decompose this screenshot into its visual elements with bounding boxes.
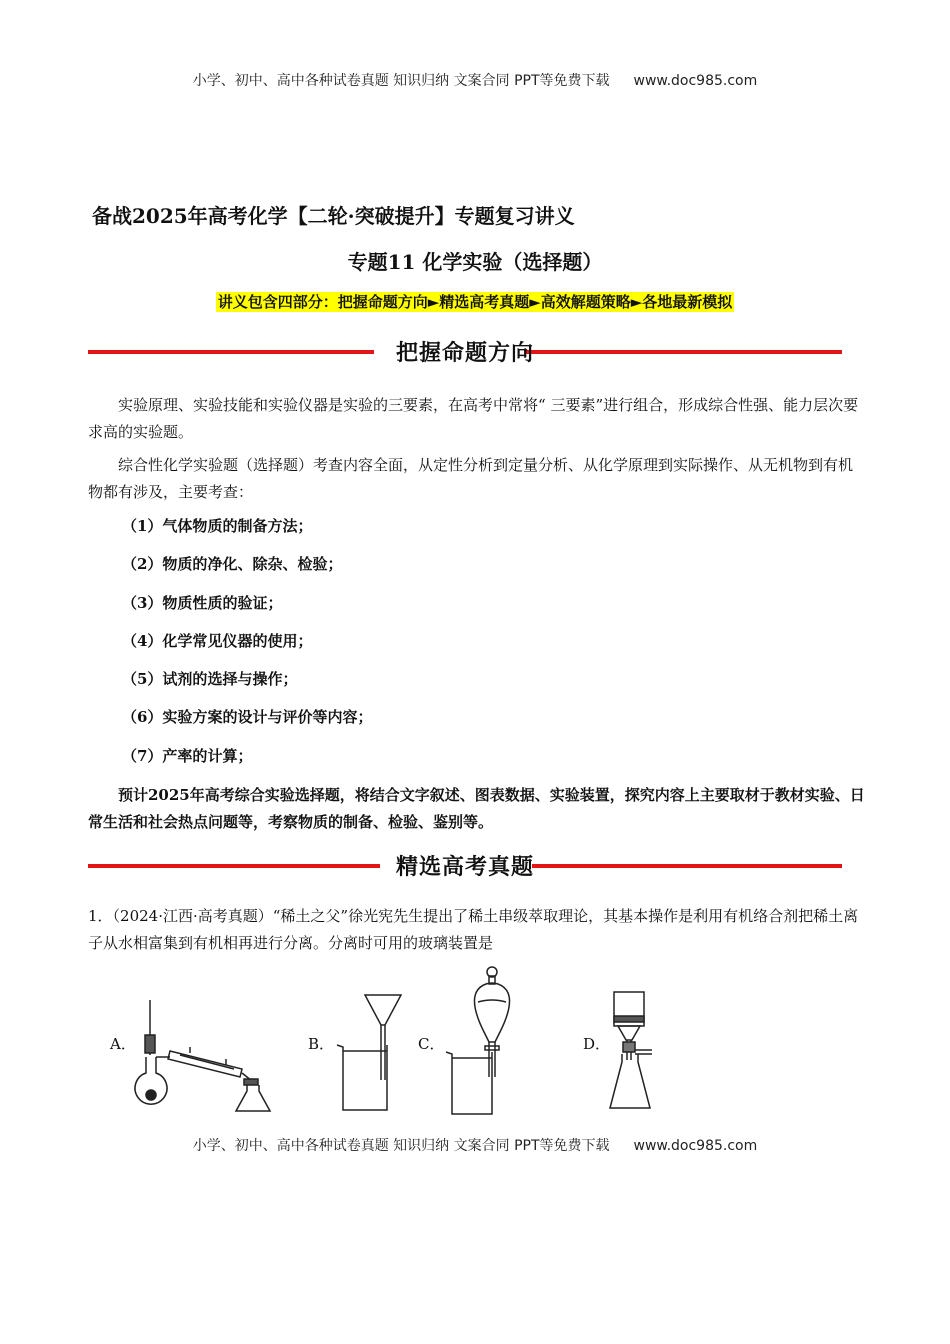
list-item: （7）产率的计算；	[122, 747, 253, 765]
option-c-label[interactable]: C．	[418, 1035, 445, 1053]
list-item: （4）化学常见仪器的使用；	[122, 632, 313, 650]
section-heading-exam	[88, 846, 842, 886]
option-b-label[interactable]: B．	[308, 1035, 335, 1053]
intro-paragraph-2: 综合性化学实验题（选择题）考查内容全面，从定性分析到定量分析、从化学原理到实际操作、从无机物到有机物都有涉及，主要考查：	[88, 456, 854, 501]
option-d-label[interactable]: D．	[583, 1035, 611, 1053]
outline-banner	[0, 291, 950, 312]
section-heading-label: 精选高考真题	[395, 855, 534, 880]
list-item: （2）物质的净化、除杂、检验；	[122, 555, 343, 573]
document-title: 备战2025年高考化学【二轮·突破提升】专题复习讲义	[92, 204, 575, 228]
distillation-apparatus-icon[interactable]	[130, 995, 280, 1115]
header-text: 小学、初中、高中各种试卷真题 知识归纳 文案合同 PPT等免费下载	[192, 73, 610, 89]
header-site-link[interactable]: www.doc985.com	[633, 73, 758, 89]
footer-site-link[interactable]: www.doc985.com	[633, 1138, 758, 1154]
outline-text: 讲义包含四部分：把握命题方向►精选高考真题►高效解题策略►各地最新模拟	[217, 293, 733, 311]
forecast-paragraph: 预计2025年高考综合实验选择题，将结合文字叙述、图表数据、实验装置，探究内容上主要取材于教材实验、日常生活和社会热点问题等，考察物质的制备、检验、鉴别等。	[88, 786, 865, 831]
option-a-label[interactable]: A．	[110, 1035, 136, 1053]
list-item: （6）实验方案的设计与评价等内容；	[122, 708, 373, 726]
page-footer	[0, 1135, 950, 1155]
list-item: （3）物质性质的验证；	[122, 594, 283, 612]
footer-text: 小学、初中、高中各种试卷真题 知识归纳 文案合同 PPT等免费下载	[192, 1138, 610, 1154]
page-header	[0, 70, 950, 90]
topic-title: 专题11 化学实验（选择题）	[347, 250, 603, 274]
intro-paragraph-1: 实验原理、实验技能和实验仪器是实验的三要素，在高考中常将“ 三要素”进行组合，形成综合性强、能力层次要求高的实验题。	[88, 396, 859, 441]
separatory-funnel-icon[interactable]	[440, 962, 550, 1117]
section-heading-direction	[88, 332, 842, 372]
suction-filtration-icon[interactable]	[600, 990, 670, 1115]
section-heading-label: 把握命题方向	[395, 341, 534, 366]
list-item: （1）气体物质的制备方法；	[122, 517, 313, 535]
funnel-beaker-icon[interactable]	[335, 985, 435, 1115]
list-item: （5）试剂的选择与操作；	[122, 670, 298, 688]
question-1-text: 1．（2024·江西·高考真题）“稀土之父”徐光宪先生提出了稀土串级萃取理论，其基本操作是利用有机络合剂把稀土离子从水相富集到有机相再进行分离。分离时可用的玻璃装置是	[88, 907, 859, 952]
